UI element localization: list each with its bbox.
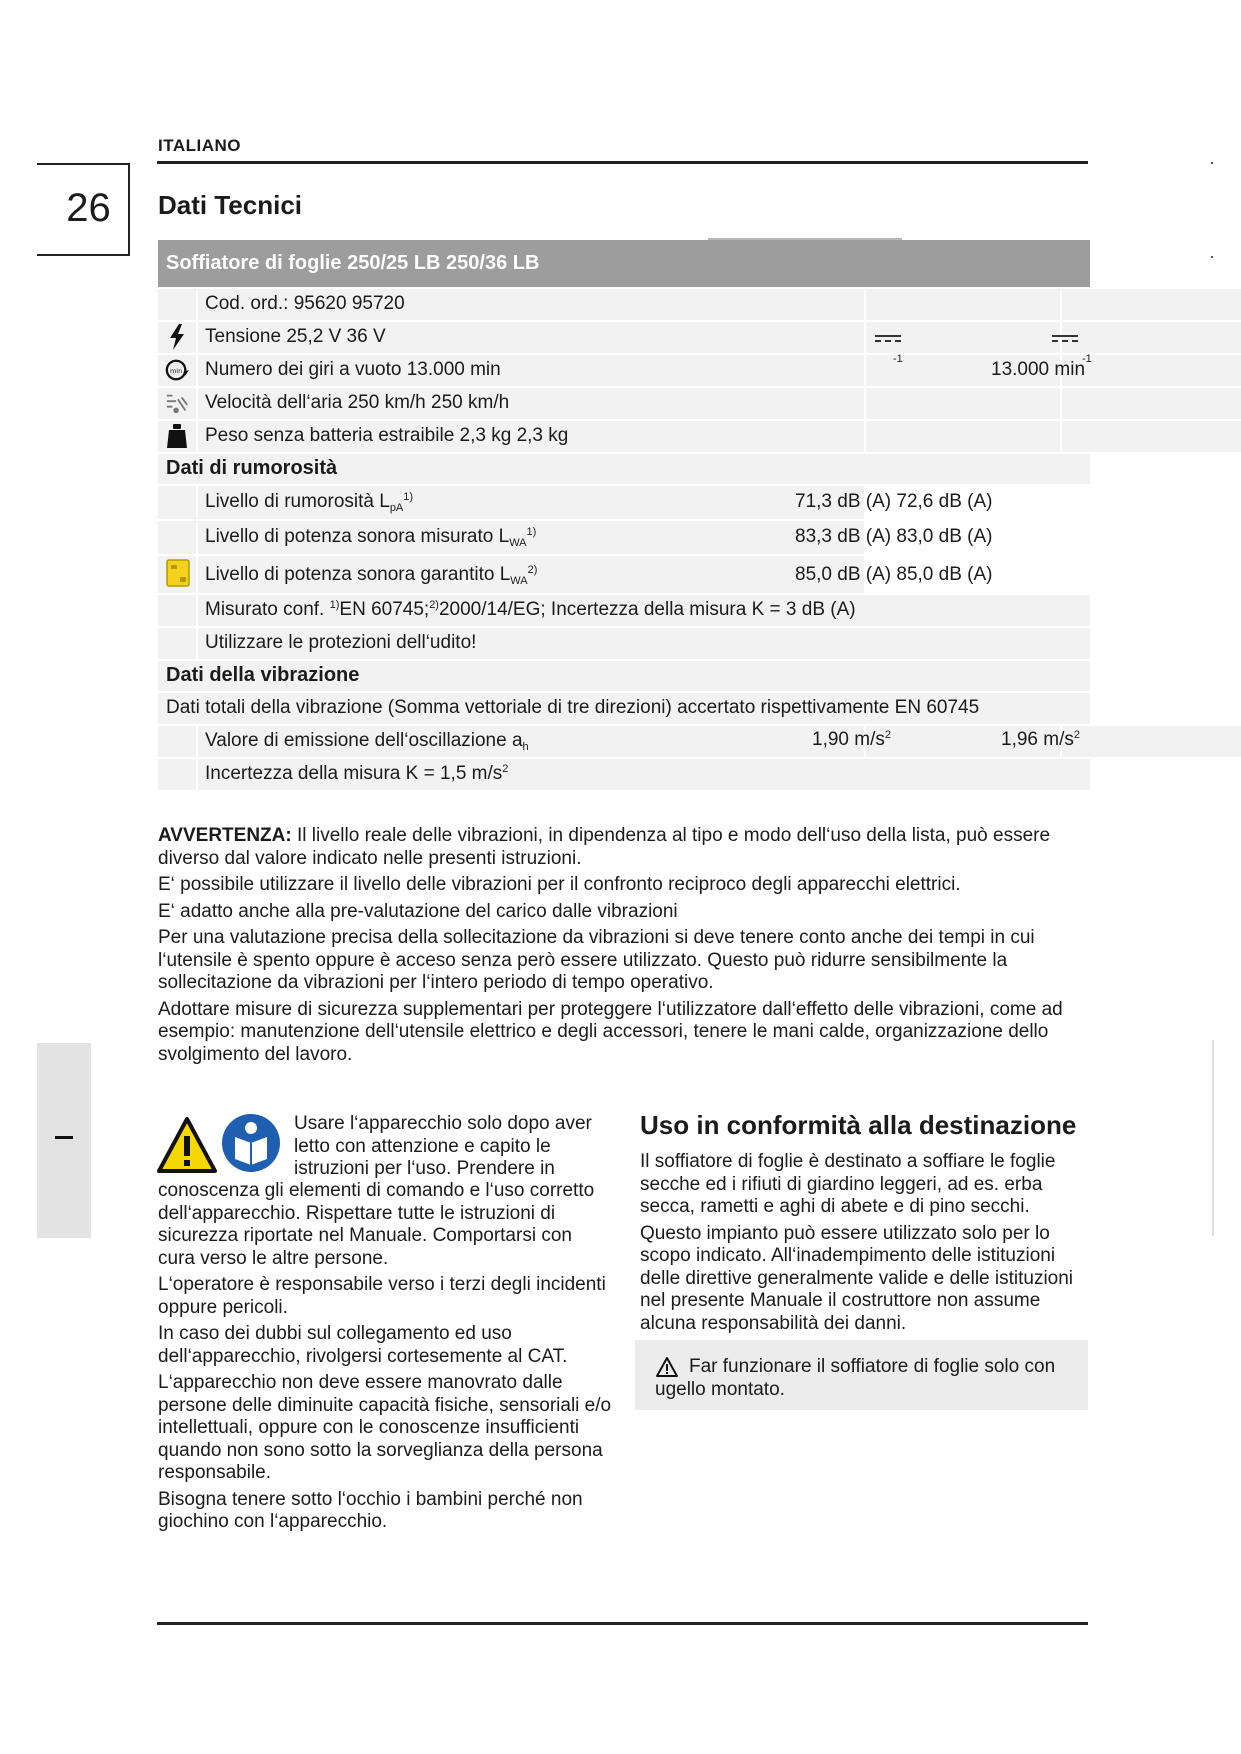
warning-paragraph-1: AVVERTENZA: Il livello reale delle vibrazioni, in dipendenza al tipo e modo dell‘uso della lista, può essere diverso dal valore indicato nelle presenti istruzioni. [158,825,1051,869]
voltage-text: Tensione 25,2 V 36 V [205,326,386,347]
noise-pressure-label: Livello di rumorosità $L_{pA}^{1)}$ [205,491,414,514]
power-guaranteed-label: Livello di potenza sonora garantito $L_{WA}^{2)}$ [205,564,538,587]
vibration-emission-value-2: 1,96 $m/s^2$ [1001,729,1080,750]
dc-symbol-icon [1052,335,1078,344]
noise-label-icon [166,561,190,585]
vibration-uncertainty-text: Incertezza della misura K = 1,5 $m/s^2$ [205,763,509,784]
table-row-power-guaranteed [158,556,1090,593]
table-section-vibration [158,661,1090,691]
page-title: Dati Tecnici [158,190,303,220]
vibration-emission-value-1: 1,90 $m/s^2$ [812,729,891,750]
safety-block [158,1180,614,1538]
safety-paragraph-4: L‘apparecchio non deve essere manovrato dalle persone delle diminuite capacità fisiche, sensoriali e/o intellettuali, oppure con le conoscenze insufficienti quando non sono sotto la sorveglianza della persona responsabile. [158,1372,612,1483]
nozzle-note-text: Far funzionare il soffiatore di foglie solo con ugello montato. [655,1356,1056,1400]
weight-text: Peso senza batteria estraibile 2,3 kg 2,3 kg [205,425,569,446]
language-label: ITALIANO [158,136,242,155]
safety-paragraph-5: Bisogna tenere sotto l‘occhio i bambini perché non giochino con l‘apparecchio. [158,1488,583,1532]
intended-use-block [640,1151,1088,1339]
lightning-icon [165,325,189,349]
safety-paragraph-3: In caso dei dubbi sul collegamento ed uso dell‘apparecchio, rivolgersi cortesemente al CAT. [158,1323,568,1367]
edge-mark [1211,162,1213,164]
page-number: 26 [66,186,111,230]
warning-block [158,825,1088,1070]
weight-icon [165,424,189,448]
idle-speed-unit-sup-2: -1 [1082,353,1092,365]
warning-paragraph-3: E‘ adatto anche alla pre-valutazione del carico dalle vibrazioni [158,900,678,922]
warning-paragraph-4: Per una valutazione precisa della sollecitazione da vibrazioni si deve tenere conto anche dei tempi in cui l‘utensile è spento oppure è acceso senza però essere utilizzato. Questo può ridurre sensibilmente la sollecitazione da vibrazioni per l‘intero periodo di tempo operativo. [158,927,1035,993]
safety-text-beside-icons: Usare l‘apparecchio solo dopo aver letto con attenzione e capito le istruzioni per l‘uso. Prendere in [294,1113,592,1179]
hearing-protection-text: Utilizzare le protezioni dell‘udito! [205,632,477,653]
product-header: Soffiatore di foglie 250/25 LB 250/36 LB [158,240,1090,287]
warning-paragraph-2: E‘ possibile utilizzare il livello delle vibrazioni per il confronto reciproco degli apparecchi elettrici. [158,874,961,895]
noise-section-title: Dati di rumorosità [166,457,338,479]
intended-use-paragraph-2: Questo impianto può essere utilizzato solo per lo scopo indicato. All‘inadempimento delle istituzioni delle direttive generalmente valide e delle istituzioni nel presente Manuale il costruttore non assume alcuna responsabilità dei danni. [640,1222,1074,1334]
power-measured-label: Livello di potenza sonora misurato $L_{WA}^{1)}$ [205,526,537,549]
table-row-weight [158,421,1090,452]
table-row-idle-speed [158,355,1090,386]
idle-speed-text: Numero dei giri a vuoto 13.000 min [205,359,501,380]
air-speed-icon [165,391,189,415]
intended-use-heading: Uso in conformità alla destinazione [640,1110,1077,1140]
warning-triangle-icon [156,1116,218,1174]
table-row-vibration-emission [158,726,1090,757]
table-row-voltage [158,322,1090,353]
vibration-section-title: Dati della vibrazione [166,664,360,686]
table-row-order-code [158,289,1090,320]
safety-paragraph-1: conoscenza gli elementi di comando e l‘uso corretto dell‘apparecchio. Rispettare tutte le istruzioni di sicurezza riportate nel Manuale. Comportarsi con cura verso le altre persone. [158,1180,595,1269]
order-code-text: Cod. ord.: 95620 95720 [205,293,405,314]
table-row-power-measured [158,521,1090,554]
noise-pressure-value: 71,3 dB (A) 72,6 dB (A) [795,491,993,512]
table-section-noise [158,454,1090,484]
table-row-air-speed [158,388,1090,419]
sidebar-dash [55,1136,73,1139]
power-guaranteed-value: 85,0 dB (A) 85,0 dB (A) [795,564,993,585]
measured-conf-text: Misurato conf. $^{1)}$EN 60745;$^{2)}$2000/14/EG; Incertezza della misura K = 3 dB (A) [205,599,856,620]
table-row-hearing-protection [158,628,1090,659]
rpm-gauge-icon [165,358,189,382]
power-measured-value: 83,3 dB (A) 83,0 dB (A) [795,526,993,547]
idle-speed-unit-sup: -1 [893,353,903,365]
edge-mark [1211,256,1213,258]
footer-rule [157,1622,1088,1625]
table-row-vibration-uncertainty [158,759,1090,790]
vibration-emission-label: Valore di emissione dell‘oscillazione $a_h$ [205,730,529,753]
read-manual-icon [221,1113,281,1173]
warning-paragraph-5: Adottare misure di sicurezza supplementari per proteggere l‘utilizzatore dall‘effetto delle vibrazioni, come ad esempio: manutenzione dell‘utensile elettrico e degli accessori, tenere le mani calde, organizzazione dello svolgimento del lavoro. [158,998,1063,1065]
table-row-noise-pressure [158,486,1090,519]
svg-text:min: min [169,366,183,375]
idle-speed-value-2: 13.000 min [991,359,1086,380]
sidebar-tab [37,1043,91,1238]
table-row-measured-conf [158,595,1090,626]
header-rule [157,161,1088,164]
intended-use-paragraph-1: Il soffiatore di foglie è destinato a soffiare le foglie secche ed i rifiuti di giardino leggeri, ad es. erba secca, rametti e aghi di abete e di pino secchi. [640,1151,1056,1217]
dc-symbol-icon [875,335,901,344]
vibration-total-text: Dati totali della vibrazione (Somma vettoriale di tre direzioni) accertato rispettivamente EN 60745 [166,697,980,718]
safety-paragraph-2: L‘operatore è responsabile verso i terzi degli incidenti oppure pericoli. [158,1274,606,1318]
edge-line [1212,1040,1214,1236]
air-speed-text: Velocità dell‘aria 250 km/h 250 km/h [205,392,510,413]
table-row-vibration-total [158,693,1090,724]
